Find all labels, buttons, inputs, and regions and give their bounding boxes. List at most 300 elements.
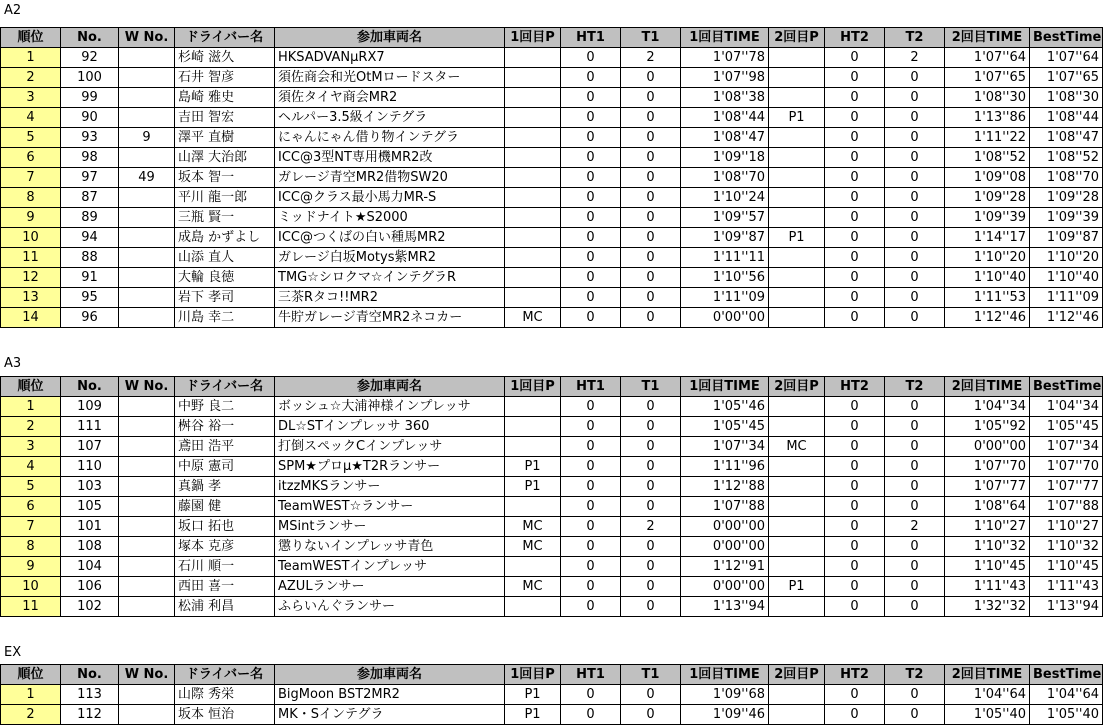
cell-ht1: 0: [561, 228, 621, 248]
cell-car-name: 懲りないインプレッサ青色: [275, 537, 505, 557]
cell-car-name: MSintランサー: [275, 517, 505, 537]
cell-car-name: ICC@つくばの白い種馬MR2: [275, 228, 505, 248]
cell-driver-name: 川島 幸二: [175, 308, 275, 328]
cell-t1: 0: [621, 108, 681, 128]
cell-ht1: 0: [561, 48, 621, 68]
cell-run1-time: 1'05''45: [681, 417, 769, 437]
cell-t1: 0: [621, 685, 681, 705]
cell-rank: 12: [1, 268, 61, 288]
column-header-number: No.: [61, 665, 119, 685]
table-row: [1, 288, 1103, 308]
cell-w-number: [119, 577, 175, 597]
cell-ht1: 0: [561, 88, 621, 108]
cell-ht1: 0: [561, 397, 621, 417]
cell-run1-penalty: MC: [505, 537, 561, 557]
section-title-a3: A3: [4, 356, 22, 371]
cell-run1-time: 1'09''57: [681, 208, 769, 228]
column-header-ht1: HT1: [561, 377, 621, 397]
table-row: [1, 497, 1103, 517]
cell-best-time: 1'05''40: [1030, 705, 1103, 725]
cell-t1: 0: [621, 597, 681, 617]
cell-w-number: [119, 397, 175, 417]
table-row: [1, 168, 1103, 188]
cell-car-name: 須佐商会和光OtMロードスター: [275, 68, 505, 88]
cell-run2-time: 1'14''17: [945, 228, 1030, 248]
cell-driver-name: 杉崎 滋久: [175, 48, 275, 68]
cell-t1: 0: [621, 557, 681, 577]
cell-t1: 0: [621, 705, 681, 725]
cell-ht2: 0: [825, 417, 885, 437]
cell-car-name: 牛貯ガレージ青空MR2ネコカー: [275, 308, 505, 328]
header-row: [1, 377, 1103, 397]
cell-number: 109: [61, 397, 119, 417]
header-row: [1, 665, 1103, 685]
cell-t2: 0: [885, 557, 945, 577]
cell-t2: 0: [885, 597, 945, 617]
cell-best-time: 1'10''32: [1030, 537, 1103, 557]
cell-rank: 6: [1, 497, 61, 517]
cell-ht1: 0: [561, 268, 621, 288]
cell-best-time: 1'10''40: [1030, 268, 1103, 288]
cell-number: 90: [61, 108, 119, 128]
column-header-driver-name: ドライバー名: [175, 665, 275, 685]
cell-run1-time: 1'08''38: [681, 88, 769, 108]
cell-t2: 0: [885, 437, 945, 457]
cell-run1-penalty: [505, 437, 561, 457]
cell-number: 108: [61, 537, 119, 557]
cell-run2-penalty: MC: [769, 437, 825, 457]
table-row: [1, 557, 1103, 577]
cell-best-time: 1'11''09: [1030, 288, 1103, 308]
cell-ht2: 0: [825, 268, 885, 288]
table-row: [1, 128, 1103, 148]
cell-ht2: 0: [825, 397, 885, 417]
cell-w-number: [119, 228, 175, 248]
cell-t1: 0: [621, 268, 681, 288]
cell-ht2: 0: [825, 248, 885, 268]
cell-run1-time: 0'00''00: [681, 308, 769, 328]
column-header-ht1: HT1: [561, 28, 621, 48]
cell-ht1: 0: [561, 168, 621, 188]
cell-run2-time: 1'09''28: [945, 188, 1030, 208]
table-row: [1, 68, 1103, 88]
cell-driver-name: 山澤 大治郎: [175, 148, 275, 168]
cell-best-time: 1'07''77: [1030, 477, 1103, 497]
cell-driver-name: 大輪 良徳: [175, 268, 275, 288]
cell-w-number: [119, 308, 175, 328]
cell-run2-penalty: [769, 685, 825, 705]
cell-run2-penalty: [769, 48, 825, 68]
cell-driver-name: 中原 憲司: [175, 457, 275, 477]
cell-best-time: 1'08''70: [1030, 168, 1103, 188]
cell-t2: 0: [885, 477, 945, 497]
cell-rank: 10: [1, 577, 61, 597]
column-header-rank: 順位: [1, 377, 61, 397]
table-row: [1, 705, 1103, 725]
cell-number: 88: [61, 248, 119, 268]
cell-best-time: 1'07''64: [1030, 48, 1103, 68]
cell-best-time: 1'10''20: [1030, 248, 1103, 268]
cell-run1-penalty: P1: [505, 705, 561, 725]
cell-run1-time: 1'10''24: [681, 188, 769, 208]
table-row: [1, 148, 1103, 168]
cell-run1-penalty: [505, 597, 561, 617]
cell-number: 112: [61, 705, 119, 725]
cell-run2-penalty: [769, 517, 825, 537]
cell-t2: 0: [885, 68, 945, 88]
cell-rank: 6: [1, 148, 61, 168]
cell-ht1: 0: [561, 457, 621, 477]
cell-t1: 0: [621, 228, 681, 248]
cell-car-name: AZULランサー: [275, 577, 505, 597]
cell-ht2: 0: [825, 148, 885, 168]
cell-ht1: 0: [561, 705, 621, 725]
cell-number: 89: [61, 208, 119, 228]
cell-ht2: 0: [825, 68, 885, 88]
cell-driver-name: 坂本 智一: [175, 168, 275, 188]
cell-run2-penalty: [769, 397, 825, 417]
cell-run2-time: 1'04''64: [945, 685, 1030, 705]
cell-ht2: 0: [825, 88, 885, 108]
cell-run1-penalty: [505, 128, 561, 148]
cell-t1: 0: [621, 577, 681, 597]
cell-run1-time: 1'08''44: [681, 108, 769, 128]
cell-number: 95: [61, 288, 119, 308]
table-row: [1, 477, 1103, 497]
cell-run2-time: 1'09''39: [945, 208, 1030, 228]
cell-ht2: 0: [825, 477, 885, 497]
cell-best-time: 1'10''45: [1030, 557, 1103, 577]
cell-run2-time: 1'07''70: [945, 457, 1030, 477]
cell-t2: 0: [885, 248, 945, 268]
cell-driver-name: 鳶田 浩平: [175, 437, 275, 457]
cell-run2-time: 1'12''46: [945, 308, 1030, 328]
cell-run1-penalty: [505, 168, 561, 188]
cell-t2: 0: [885, 577, 945, 597]
cell-w-number: [119, 148, 175, 168]
cell-driver-name: 中野 良二: [175, 397, 275, 417]
cell-w-number: [119, 597, 175, 617]
cell-w-number: [119, 288, 175, 308]
cell-run2-penalty: [769, 417, 825, 437]
cell-run2-time: 1'10''20: [945, 248, 1030, 268]
cell-driver-name: 石川 順一: [175, 557, 275, 577]
cell-run1-penalty: P1: [505, 457, 561, 477]
cell-rank: 7: [1, 517, 61, 537]
cell-ht1: 0: [561, 497, 621, 517]
cell-t1: 2: [621, 48, 681, 68]
cell-number: 94: [61, 228, 119, 248]
cell-best-time: 1'13''94: [1030, 597, 1103, 617]
column-header-ht2: HT2: [825, 377, 885, 397]
cell-run2-time: 1'08''64: [945, 497, 1030, 517]
cell-best-time: 1'09''87: [1030, 228, 1103, 248]
cell-number: 113: [61, 685, 119, 705]
cell-best-time: 1'08''30: [1030, 88, 1103, 108]
cell-ht2: 0: [825, 557, 885, 577]
cell-run2-time: 1'11''43: [945, 577, 1030, 597]
cell-t2: 0: [885, 268, 945, 288]
cell-run1-time: 1'08''47: [681, 128, 769, 148]
cell-rank: 4: [1, 108, 61, 128]
cell-rank: 9: [1, 208, 61, 228]
cell-number: 106: [61, 577, 119, 597]
cell-best-time: 1'07''70: [1030, 457, 1103, 477]
cell-car-name: itzzMKSランサー: [275, 477, 505, 497]
cell-run2-time: 1'05''40: [945, 705, 1030, 725]
cell-driver-name: 成島 かずよし: [175, 228, 275, 248]
cell-run2-penalty: [769, 208, 825, 228]
cell-car-name: TMG☆シロクマ☆インテグラR: [275, 268, 505, 288]
cell-t1: 0: [621, 168, 681, 188]
cell-driver-name: 山際 秀栄: [175, 685, 275, 705]
column-header-run2-time: 2回目TIME: [945, 665, 1030, 685]
cell-run1-time: 0'00''00: [681, 577, 769, 597]
table-row: [1, 188, 1103, 208]
cell-rank: 7: [1, 168, 61, 188]
column-header-t2: T2: [885, 665, 945, 685]
cell-run2-penalty: [769, 248, 825, 268]
cell-t2: 0: [885, 417, 945, 437]
cell-run2-time: 1'07''77: [945, 477, 1030, 497]
column-header-run1-penalty: 1回目P: [505, 28, 561, 48]
cell-w-number: [119, 497, 175, 517]
cell-rank: 3: [1, 437, 61, 457]
cell-car-name: にゃんにゃん借り物インテグラ: [275, 128, 505, 148]
column-header-run1-penalty: 1回目P: [505, 665, 561, 685]
cell-t2: 0: [885, 128, 945, 148]
cell-t2: 0: [885, 685, 945, 705]
cell-run1-penalty: [505, 268, 561, 288]
cell-driver-name: 平川 龍一郎: [175, 188, 275, 208]
cell-rank: 14: [1, 308, 61, 328]
column-header-best-time: BestTime: [1030, 28, 1103, 48]
column-header-run2-penalty: 2回目P: [769, 28, 825, 48]
cell-car-name: ICC@クラス最小馬力MR-S: [275, 188, 505, 208]
cell-t1: 0: [621, 288, 681, 308]
cell-best-time: 1'09''28: [1030, 188, 1103, 208]
cell-driver-name: 松浦 利昌: [175, 597, 275, 617]
cell-run2-penalty: [769, 705, 825, 725]
cell-ht1: 0: [561, 128, 621, 148]
cell-driver-name: 吉田 智宏: [175, 108, 275, 128]
cell-run1-time: 1'11''09: [681, 288, 769, 308]
cell-w-number: [119, 477, 175, 497]
cell-run1-time: 1'05''46: [681, 397, 769, 417]
cell-driver-name: 西田 喜一: [175, 577, 275, 597]
cell-t1: 0: [621, 537, 681, 557]
cell-run1-penalty: [505, 208, 561, 228]
cell-run2-time: 1'10''27: [945, 517, 1030, 537]
cell-run2-time: 1'09''08: [945, 168, 1030, 188]
cell-run2-penalty: [769, 597, 825, 617]
cell-run1-time: 1'12''91: [681, 557, 769, 577]
column-header-ht1: HT1: [561, 665, 621, 685]
column-header-run2-penalty: 2回目P: [769, 377, 825, 397]
table-row: [1, 537, 1103, 557]
cell-run1-penalty: P1: [505, 685, 561, 705]
cell-car-name: MK・Sインテグラ: [275, 705, 505, 725]
cell-best-time: 1'12''46: [1030, 308, 1103, 328]
cell-car-name: ミッドナイト★S2000: [275, 208, 505, 228]
cell-ht1: 0: [561, 208, 621, 228]
cell-w-number: [119, 557, 175, 577]
cell-w-number: [119, 457, 175, 477]
cell-run1-time: 1'09''68: [681, 685, 769, 705]
table-row: [1, 685, 1103, 705]
cell-run2-time: 1'10''40: [945, 268, 1030, 288]
cell-ht1: 0: [561, 537, 621, 557]
cell-car-name: ガレージ青空MR2借物SW20: [275, 168, 505, 188]
cell-w-number: [119, 48, 175, 68]
cell-run2-penalty: [769, 88, 825, 108]
table-row: [1, 48, 1103, 68]
cell-ht2: 0: [825, 208, 885, 228]
cell-ht2: 0: [825, 497, 885, 517]
cell-driver-name: 真鍋 孝: [175, 477, 275, 497]
cell-w-number: [119, 417, 175, 437]
cell-number: 111: [61, 417, 119, 437]
cell-number: 97: [61, 168, 119, 188]
cell-best-time: 1'08''44: [1030, 108, 1103, 128]
cell-car-name: 打倒スペックCインプレッサ: [275, 437, 505, 457]
cell-driver-name: 塚本 克彦: [175, 537, 275, 557]
cell-rank: 1: [1, 685, 61, 705]
table-row: [1, 208, 1103, 228]
cell-t1: 0: [621, 397, 681, 417]
cell-number: 96: [61, 308, 119, 328]
cell-run2-penalty: [769, 557, 825, 577]
cell-number: 101: [61, 517, 119, 537]
cell-rank: 8: [1, 188, 61, 208]
cell-w-number: [119, 685, 175, 705]
cell-best-time: 1'07''34: [1030, 437, 1103, 457]
cell-run1-penalty: MC: [505, 577, 561, 597]
cell-ht2: 0: [825, 577, 885, 597]
cell-run2-penalty: [769, 128, 825, 148]
column-header-number: No.: [61, 28, 119, 48]
cell-run1-time: 1'07''88: [681, 497, 769, 517]
table-row: [1, 108, 1103, 128]
cell-ht2: 0: [825, 48, 885, 68]
cell-w-number: 9: [119, 128, 175, 148]
cell-run1-time: 1'09''46: [681, 705, 769, 725]
cell-car-name: TeamWEST☆ランサー: [275, 497, 505, 517]
cell-number: 98: [61, 148, 119, 168]
table-row: [1, 397, 1103, 417]
cell-car-name: 須佐タイヤ商会MR2: [275, 88, 505, 108]
column-header-run2-penalty: 2回目P: [769, 665, 825, 685]
cell-t1: 0: [621, 148, 681, 168]
table-row: [1, 88, 1103, 108]
cell-rank: 11: [1, 248, 61, 268]
cell-driver-name: 山添 直人: [175, 248, 275, 268]
cell-best-time: 1'10''27: [1030, 517, 1103, 537]
cell-car-name: SPM★プロμ★T2Rランサー: [275, 457, 505, 477]
cell-run2-time: 1'11''22: [945, 128, 1030, 148]
results-table-a2: [0, 27, 1103, 328]
cell-t2: 0: [885, 188, 945, 208]
cell-run1-penalty: [505, 188, 561, 208]
cell-car-name: 三茶Rタコ!!MR2: [275, 288, 505, 308]
cell-run1-time: 1'09''87: [681, 228, 769, 248]
cell-run2-time: 1'32''32: [945, 597, 1030, 617]
cell-ht2: 0: [825, 308, 885, 328]
cell-ht1: 0: [561, 557, 621, 577]
column-header-rank: 順位: [1, 665, 61, 685]
cell-t1: 2: [621, 517, 681, 537]
column-header-best-time: BestTime: [1030, 665, 1103, 685]
table-row: [1, 417, 1103, 437]
column-header-run2-time: 2回目TIME: [945, 28, 1030, 48]
cell-w-number: [119, 248, 175, 268]
cell-run2-penalty: [769, 308, 825, 328]
cell-w-number: [119, 208, 175, 228]
cell-w-number: [119, 517, 175, 537]
cell-w-number: [119, 108, 175, 128]
cell-run1-penalty: P1: [505, 477, 561, 497]
cell-run1-time: 1'07''78: [681, 48, 769, 68]
results-table-ex: [0, 664, 1103, 725]
cell-t1: 0: [621, 477, 681, 497]
cell-rank: 4: [1, 457, 61, 477]
cell-t1: 0: [621, 208, 681, 228]
cell-ht1: 0: [561, 417, 621, 437]
cell-ht2: 0: [825, 228, 885, 248]
cell-run1-time: 0'00''00: [681, 517, 769, 537]
cell-driver-name: 坂本 恒治: [175, 705, 275, 725]
cell-t2: 0: [885, 148, 945, 168]
cell-t1: 0: [621, 128, 681, 148]
cell-driver-name: 岩下 孝司: [175, 288, 275, 308]
cell-run2-time: 1'08''30: [945, 88, 1030, 108]
cell-rank: 2: [1, 705, 61, 725]
cell-run1-penalty: [505, 288, 561, 308]
cell-run2-time: 1'08''52: [945, 148, 1030, 168]
cell-ht2: 0: [825, 108, 885, 128]
cell-ht1: 0: [561, 148, 621, 168]
cell-ht1: 0: [561, 188, 621, 208]
cell-best-time: 1'04''64: [1030, 685, 1103, 705]
column-header-w-number: W No.: [119, 28, 175, 48]
cell-ht1: 0: [561, 108, 621, 128]
column-header-rank: 順位: [1, 28, 61, 48]
table-row: [1, 308, 1103, 328]
table-row: [1, 517, 1103, 537]
cell-t2: 2: [885, 517, 945, 537]
cell-ht1: 0: [561, 68, 621, 88]
cell-run1-penalty: [505, 417, 561, 437]
cell-t2: 2: [885, 48, 945, 68]
cell-number: 100: [61, 68, 119, 88]
cell-ht1: 0: [561, 437, 621, 457]
column-header-run2-time: 2回目TIME: [945, 377, 1030, 397]
column-header-w-number: W No.: [119, 665, 175, 685]
cell-run2-penalty: P1: [769, 108, 825, 128]
cell-car-name: BigMoon BST2MR2: [275, 685, 505, 705]
cell-rank: 10: [1, 228, 61, 248]
cell-number: 92: [61, 48, 119, 68]
cell-run1-time: 1'10''56: [681, 268, 769, 288]
cell-rank: 8: [1, 537, 61, 557]
cell-run1-time: 1'13''94: [681, 597, 769, 617]
cell-ht1: 0: [561, 597, 621, 617]
cell-run2-penalty: [769, 477, 825, 497]
cell-rank: 9: [1, 557, 61, 577]
section-title-a2: A2: [4, 3, 22, 18]
cell-run2-time: 1'10''32: [945, 537, 1030, 557]
cell-w-number: [119, 705, 175, 725]
